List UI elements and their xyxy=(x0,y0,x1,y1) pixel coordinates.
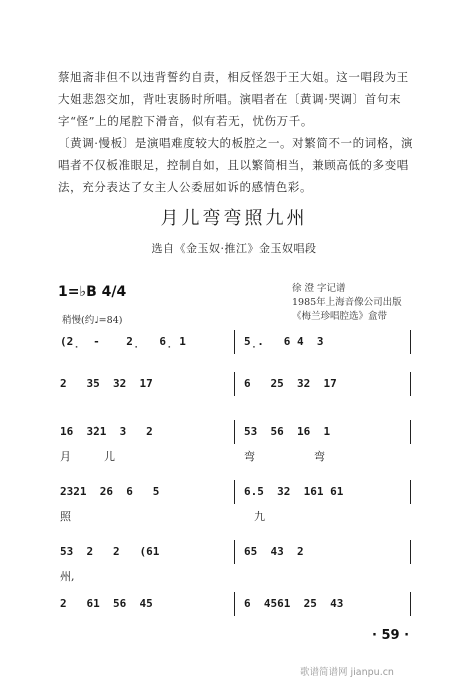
lyric-syllable: 照 xyxy=(60,510,71,523)
credit-line-transcriber: 徐 澄 字记谱 xyxy=(292,283,346,294)
lyric-syllable: 儿 xyxy=(104,450,115,463)
score-bar: 2 61 56 45 xyxy=(60,597,153,610)
score-bar: (2̣ - 2̣ 6̣ 1 xyxy=(60,335,186,348)
barline xyxy=(410,592,411,616)
score-bar: 53 2 2 (61 xyxy=(60,545,160,558)
barline xyxy=(410,420,411,444)
commentary-paragraph-1: 蔡旭斋非但不以违背誓约自责，相反怪怨于王大姐。这一唱段为王大姐悲怨交加，背吐衷肠时所唱。演唱者在〔黄调·哭调〕首句末字“怪”上的尾腔下滑音，似有若无，忧伤万千。 xyxy=(58,70,409,128)
lyric-syllable: 月 xyxy=(60,450,71,463)
barline xyxy=(410,372,411,396)
lyric-syllable: 弯 xyxy=(314,450,325,463)
score-bar: 2 35 32 17 xyxy=(60,377,153,390)
barline xyxy=(234,540,235,564)
song-title: 月儿弯弯照九州 xyxy=(160,208,308,229)
score-line xyxy=(56,590,418,656)
barline xyxy=(410,330,411,354)
score-line xyxy=(56,478,418,544)
score-bar: 6.5 32 161 61 xyxy=(244,485,344,498)
barline xyxy=(234,480,235,504)
credit-line-publisher: 1985年上海音像公司出版 xyxy=(292,297,402,308)
page-number: · 59 · xyxy=(372,628,410,643)
score-bar: 16 3̇21 3 2 xyxy=(60,425,153,438)
credit-line-recording: 《梅兰珍唱腔选》盒带 xyxy=(292,311,388,322)
barline xyxy=(234,330,235,354)
score-bar: 2321 26 6 5 xyxy=(60,485,160,498)
score-bar: 65 43 2 xyxy=(244,545,304,558)
score-bar: 5̣. 6 4 3 xyxy=(244,335,324,348)
watermark: 歌谱简谱网 jianpu.cn xyxy=(300,667,394,678)
score-line xyxy=(56,418,418,484)
barline xyxy=(234,372,235,396)
song-source: 选自《金玉奴·推江》金玉奴唱段 xyxy=(151,242,317,255)
barline xyxy=(234,420,235,444)
score-bar: 6 25 32 17 xyxy=(244,377,337,390)
lyric-syllable: 弯 xyxy=(244,450,255,463)
barline xyxy=(410,540,411,564)
score-bar: 6 4561 25 43 xyxy=(244,597,344,610)
barline xyxy=(410,480,411,504)
key-signature: 1=♭B 4/4 xyxy=(58,284,127,300)
commentary-paragraph-2: 〔黄调·慢板〕是演唱难度较大的板腔之一。对繁简不一的词格，演唱者不仅板准眼足，控制自如，且以繁简相当，兼顾高低的多变唱法，充分表达了女主人公委屈如诉的感情色彩。 xyxy=(58,136,414,194)
score-bar: 53 56 16 1 xyxy=(244,425,331,438)
lyric-syllable: 州, xyxy=(60,570,75,583)
barline xyxy=(234,592,235,616)
tempo-marking: 稍慢(约♩=84) xyxy=(62,315,123,326)
lyric-syllable: 九 xyxy=(254,510,265,523)
